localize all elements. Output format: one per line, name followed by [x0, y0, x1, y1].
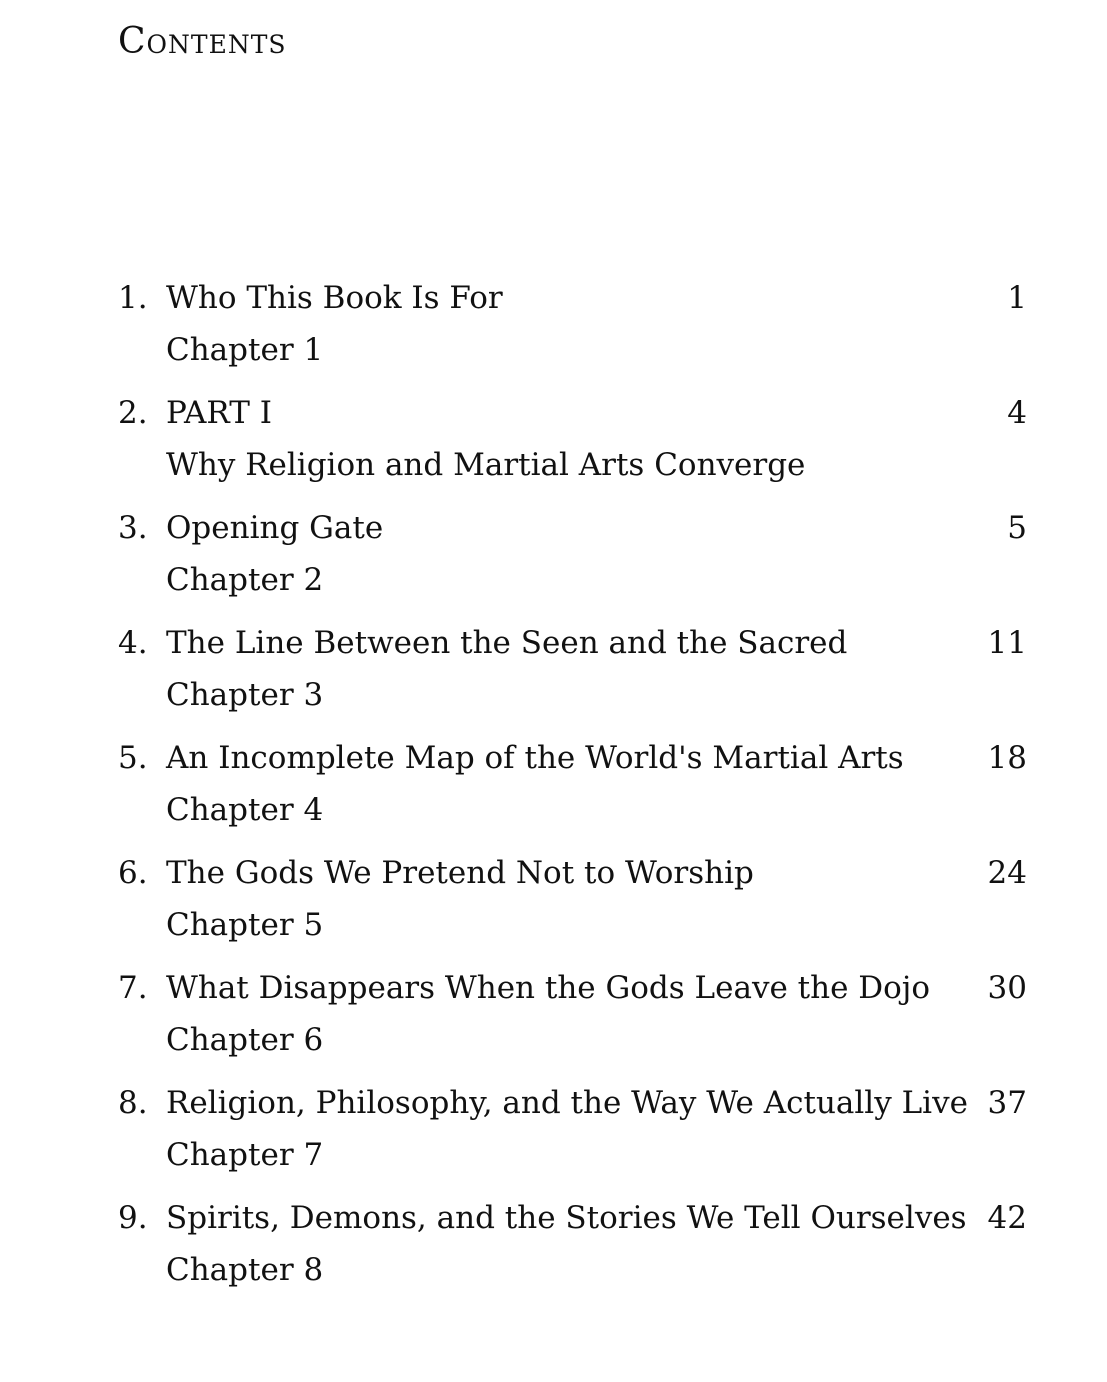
toc-entry-number: 7.: [118, 970, 148, 1006]
page-title: Contents: [118, 21, 287, 62]
toc-entry-4[interactable]: [0, 617, 1107, 732]
toc-entry-title[interactable]: Religion, Philosophy, and the Way We Actually Live: [166, 1085, 968, 1121]
toc-entry-2[interactable]: [0, 387, 1107, 502]
toc-entry-page-number[interactable]: 4: [1007, 395, 1027, 431]
toc-entry-title[interactable]: The Line Between the Seen and the Sacred: [166, 625, 848, 661]
toc-entry-subtitle[interactable]: Why Religion and Martial Arts Converge: [166, 447, 806, 483]
toc-entry-title[interactable]: Who This Book Is For: [166, 280, 503, 316]
toc-entry-subtitle[interactable]: Chapter 8: [166, 1252, 324, 1288]
toc-entry-page-number[interactable]: 18: [987, 740, 1027, 776]
toc-entry-subtitle[interactable]: Chapter 3: [166, 677, 324, 713]
toc-entry-subtitle[interactable]: Chapter 1: [166, 332, 324, 368]
toc-entry-subtitle[interactable]: Chapter 7: [166, 1137, 324, 1173]
toc-entry-subtitle[interactable]: Chapter 5: [166, 907, 324, 943]
toc-entry-subtitle[interactable]: Chapter 2: [166, 562, 324, 598]
toc-entry-9[interactable]: [0, 1192, 1107, 1307]
toc-entry-number: 8.: [118, 1085, 148, 1121]
toc-entry-page-number[interactable]: 42: [987, 1200, 1027, 1236]
toc-entry-number: 3.: [118, 510, 148, 546]
toc-entry-page-number[interactable]: 30: [987, 970, 1027, 1006]
toc-entry-subtitle[interactable]: Chapter 6: [166, 1022, 324, 1058]
toc-entry-7[interactable]: [0, 962, 1107, 1077]
toc-entry-subtitle[interactable]: Chapter 4: [166, 792, 324, 828]
toc-entry-8[interactable]: [0, 1077, 1107, 1192]
toc-entry-number: 1.: [118, 280, 148, 316]
toc-entry-number: 6.: [118, 855, 148, 891]
toc-entry-1[interactable]: [0, 272, 1107, 387]
toc-entry-title[interactable]: What Disappears When the Gods Leave the Dojo: [166, 970, 931, 1006]
toc-entry-number: 5.: [118, 740, 148, 776]
toc-entry-page-number[interactable]: 1: [1007, 280, 1027, 316]
toc-entry-5[interactable]: [0, 732, 1107, 847]
toc-entry-page-number[interactable]: 37: [987, 1085, 1027, 1121]
toc-entry-number: 4.: [118, 625, 148, 661]
table-of-contents: [0, 272, 1107, 1307]
toc-entry-page-number[interactable]: 11: [987, 625, 1027, 661]
toc-entry-number: 9.: [118, 1200, 148, 1236]
toc-entry-title[interactable]: Spirits, Demons, and the Stories We Tell Ourselves: [166, 1200, 967, 1236]
toc-entry-title[interactable]: Opening Gate: [166, 510, 384, 546]
toc-entry-number: 2.: [118, 395, 148, 431]
toc-entry-3[interactable]: [0, 502, 1107, 617]
toc-entry-page-number[interactable]: 5: [1007, 510, 1027, 546]
toc-entry-title[interactable]: PART I: [166, 395, 272, 431]
toc-entry-title[interactable]: The Gods We Pretend Not to Worship: [166, 855, 754, 891]
toc-entry-page-number[interactable]: 24: [987, 855, 1027, 891]
toc-entry-6[interactable]: [0, 847, 1107, 962]
toc-entry-title[interactable]: An Incomplete Map of the World's Martial Arts: [166, 740, 904, 776]
